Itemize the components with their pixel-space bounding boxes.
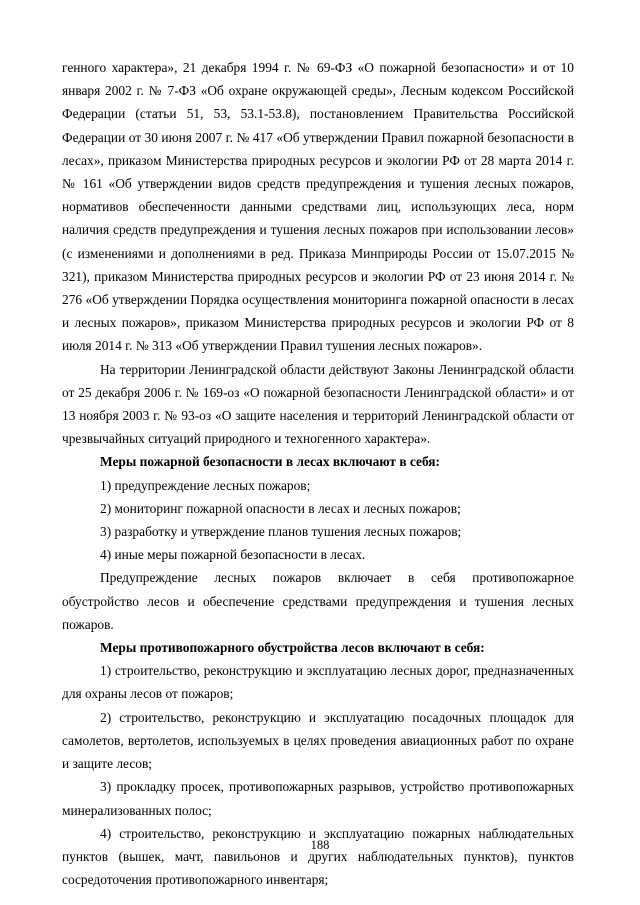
list-item: 4) иные меры пожарной безопасности в лесах. bbox=[100, 547, 366, 563]
heading-fire-arrangement-measures: Меры противопожарного обустройства лесов включают в себя: bbox=[100, 640, 485, 656]
page-number: 188 bbox=[310, 838, 330, 852]
list-item: 1) строительство, реконструкцию и эксплуатацию лесных дорог, предназначенных для охраны лесов от пожаров; bbox=[62, 663, 574, 702]
list-item: 3) разработку и утверждение планов тушения лесных пожаров; bbox=[100, 524, 462, 540]
list-item: 2) мониторинг пожарной опасности в лесах и лесных пожаров; bbox=[100, 500, 461, 516]
paragraph-leningrad-laws: На территории Ленинградской области действуют Законы Ленинградской области от 25 декабря 2006 г. № 169-оз «О пожарной безопасности Ленинградской области» и от 13 ноября 2003 г. № 93-оз «О защите населения и территорий Ленинградской области от чрезвычайных ситуаций природного и техногенного характера». bbox=[62, 361, 574, 447]
list-item: 1) предупреждение лесных пожаров; bbox=[100, 477, 311, 493]
list-item: 2) строительство, реконструкцию и эксплуатацию посадочных площадок для самолетов, вертолетов, используемых в целях проведения авиационных работ по охране и защите лесов; bbox=[62, 709, 574, 772]
paragraph-legal-acts: генного характера», 21 декабря 1994 г. № 69-ФЗ «О пожарной безопасности» и от 10 января 2002 г. № 7-ФЗ «Об охране окружающей среды», Лесным кодексом Российской Федерации (статьи 51, 53, 53.1-53.8), постановлением Правительства Российской Федерации от 30 июня 2007 г. № 417 «Об утверждении Правил пожарной безопасности в лесах», приказом Министерства природных ресурсов и экологии РФ от 28 марта 2014 г. № 161 «Об утверждении видов средств предупреждения и тушения лесных пожаров, нормативов обеспеченности данными средствами лиц, использующих леса, норм наличия средств предупреждения и тушения лесных пожаров при использовании лесов» (с изменениями и дополнениями в ред. Приказа Минприроды России от 15.07.2015 № 321), приказом Министерства природных ресурсов и экологии РФ от 23 июня 2014 г. № 276 «Об утверждении Порядка осуществления мониторинга пожарной опасности в лесах и лесных пожаров», приказом Министерства природных ресурсов и экологии РФ от 8 июля 2014 г. № 313 «Об утверждении Правил тушения лесных пожаров». bbox=[62, 60, 574, 354]
list-item: 3) прокладку просек, противопожарных разрывов, устройство противопожарных минерализованных полос; bbox=[62, 779, 574, 818]
paragraph-prevention: Предупреждение лесных пожаров включает в себя противопожарное обустройство лесов и обеспечение средствами предупреждения и тушения лесных пожаров. bbox=[62, 570, 574, 632]
page-body bbox=[62, 56, 574, 891]
list-item: 4) строительство, реконструкцию и эксплуатацию пожарных наблюдательных пунктов (вышек, мачт, павильонов и других наблюдательных пунктов), пунктов сосредоточения противопожарного инвентаря; bbox=[62, 825, 574, 888]
heading-fire-safety-measures: Меры пожарной безопасности в лесах включают в себя: bbox=[100, 454, 441, 470]
